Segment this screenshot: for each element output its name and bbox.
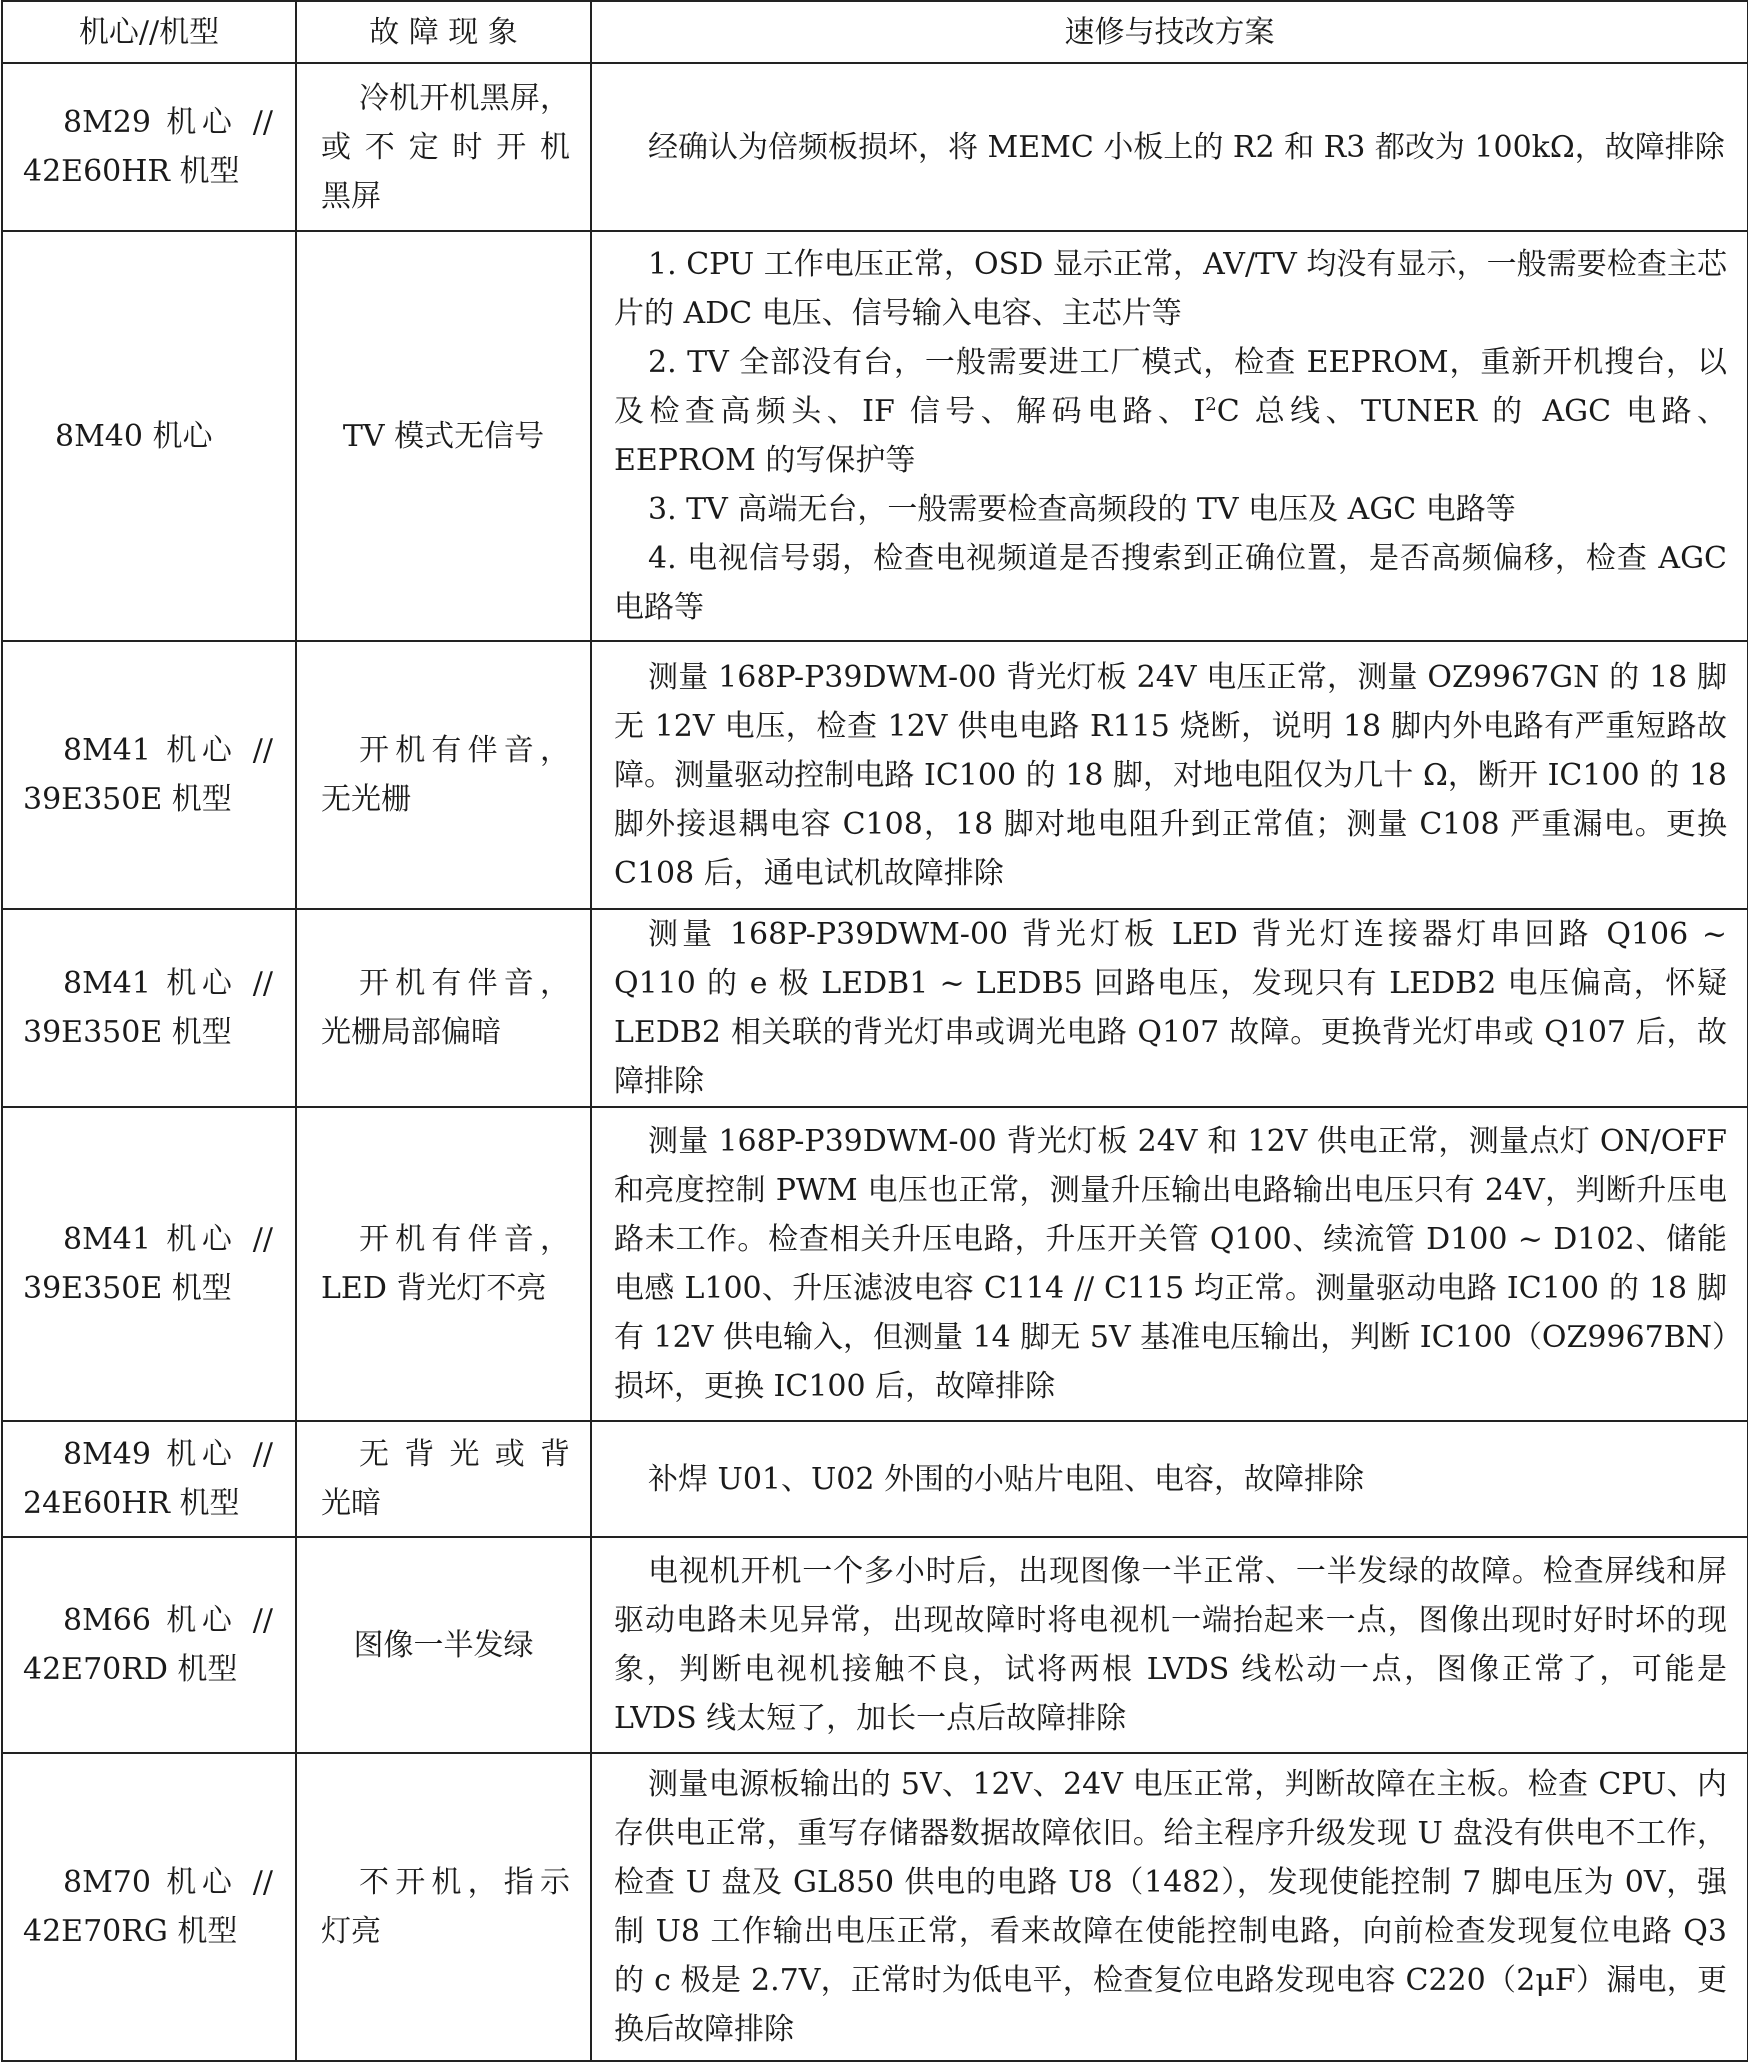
model-line-2: 24E60HR 机型 — [23, 1486, 240, 1521]
fault-line-1: 冷机开机黑屏， — [359, 80, 570, 116]
fault-line-2: 灯亮 — [321, 1914, 381, 1949]
model-line-2: 42E70RD 机型 — [23, 1652, 238, 1687]
fault-line-2: 光栅局部偏暗 — [321, 1015, 501, 1050]
model-cell — [2, 1107, 296, 1421]
fix-paragraph: 2. TV 全部没有台，一般需要进工厂模式，检查 EEPROM，重新开机搜台，以及检查高频头、IF 信号、解码电路、$I^2C$ 总线、TUNER 的 AGC 电路、EEPROM 的写保护等 — [614, 345, 1727, 478]
fault-cell — [296, 63, 591, 231]
fault-line-1: 开机有伴音， — [359, 733, 570, 768]
fault-line-1: 图像一半发绿 — [353, 1627, 534, 1663]
table-row — [2, 1753, 1748, 2061]
fix-cell — [591, 231, 1748, 641]
table-row — [2, 1107, 1748, 1421]
fault-line-2: LED 背光灯不亮 — [321, 1271, 547, 1306]
model-line-1: 8M40 机心 — [55, 418, 213, 454]
model-line-2: 39E350E 机型 — [23, 782, 232, 817]
fault-cell — [296, 909, 591, 1107]
header-fault: 故 障 现 象 — [296, 1, 591, 63]
fix-paragraph: 测量电源板输出的 5V、12V、24V 电压正常，判断故障在主板。检查 CPU、内存供电正常，重写存储器数据故障依旧。给主程序升级发现 U 盘没有供电不工作，检查 U 盘及 GL850 供电的电路 U8（1482），发现使能控制 7 脚电压为 0V，强制 U8 工作输出电压正常，看来故障在使能控制电路，向前检查发现复位电路 Q3 的 c 极是 2.7V，正常时为低电平，检查复位电路发现电容 C220（2μF）漏电，更换后故障排除 — [614, 1767, 1727, 2047]
fix-cell — [591, 63, 1748, 231]
header-model: 机心//机型 — [2, 1, 296, 63]
model-line-2: 39E350E 机型 — [23, 1271, 232, 1306]
model-line-2: 42E70RG 机型 — [23, 1914, 238, 1949]
fix-paragraph: 电视机开机一个多小时后，出现图像一半正常、一半发绿的故障。检查屏线和屏驱动电路未见异常，出现故障时将电视机一端抬起来一点，图像出现时好时坏的现象，判断电视机接触不良，试将两根 LVDS 线松动一点，图像正常了，可能是 LVDS 线太短了，加长一点后故障排除 — [614, 1554, 1727, 1736]
fix-paragraph: 1. CPU 工作电压正常，OSD 显示正常，AV/TV 均没有显示，一般需要检查主芯片的 ADC 电压、信号输入电容、主芯片等 — [614, 247, 1727, 331]
model-line-2: 42E60HR 机型 — [23, 154, 240, 189]
model-line-1: 8M41 机心 // — [63, 733, 273, 768]
fix-cell — [591, 641, 1748, 909]
fix-paragraph: 测量 168P-P39DWM-00 背光灯板 LED 背光灯连接器灯串回路 Q106 ~ Q110 的 e 极 LEDB1 ~ LEDB5 回路电压，发现只有 LEDB2 电压偏高，怀疑 LEDB2 相关联的背光灯串或调光电路 Q107 故障。更换背光灯串或 Q107 后，故障排除 — [614, 917, 1727, 1099]
fault-cell — [296, 231, 591, 641]
fix-paragraph: 4. 电视信号弱，检查电视频道是否搜索到正确位置，是否高频偏移，检查 AGC 电路等 — [614, 541, 1727, 625]
fix-paragraph: 经确认为倍频板损坏，将 MEMC 小板上的 R2 和 R3 都改为 100kΩ，故障排除 — [648, 129, 1725, 165]
fix-cell — [591, 1107, 1748, 1421]
fix-paragraph: 测量 168P-P39DWM-00 背光灯板 24V 电压正常，测量 OZ9967GN 的 18 脚无 12V 电压，检查 12V 供电电路 R115 烧断，说明 18 脚内外电路有严重短路故障。测量驱动控制电路 IC100 的 18 脚，对地电阻仅为几十 Ω，断开 IC100 的 18 脚外接退耦电容 C108，18 脚对地电阻升到正常值；测量 C108 严重漏电。更换 C108 后，通电试机故障排除 — [614, 659, 1727, 891]
fault-line-1: 开机有伴音， — [359, 966, 570, 1001]
table-row — [2, 231, 1748, 641]
model-line-1: 8M66 机心 // — [63, 1603, 273, 1638]
fault-line-1: 不开机，指示 — [359, 1865, 570, 1900]
table-row — [2, 909, 1748, 1107]
fault-line-2: 或不定时开机 — [321, 129, 570, 165]
fault-cell — [296, 1421, 591, 1537]
fault-line-1: 无背光或背 — [359, 1437, 570, 1472]
model-line-1: 8M41 机心 // — [63, 1222, 273, 1257]
fix-cell — [591, 909, 1748, 1107]
model-line-1: 8M29 机心 // — [63, 105, 273, 140]
table-row — [2, 1421, 1748, 1537]
model-cell — [2, 641, 296, 909]
model-line-1: 8M41 机心 // — [63, 966, 273, 1001]
fix-paragraph: 测量 168P-P39DWM-00 背光灯板 24V 和 12V 供电正常，测量点灯 ON/OFF 和亮度控制 PWM 电压也正常，测量升压输出电路输出电压只有 24V，判断升压电路未工作。检查相关升压电路，升压开关管 Q100、续流管 D100 ~ D102、储能电感 L100、升压滤波电容 C114 // C115 均正常。测量驱动电路 IC100 的 18 脚有 12V 供电输入，但测量 14 脚无 5V 基准电压输出，判断 IC100（OZ9967BN）损坏，更换 IC100 后，故障排除 — [614, 1124, 1727, 1404]
model-cell — [2, 1753, 296, 2061]
model-line-1: 8M70 机心 // — [63, 1865, 273, 1900]
model-line-2: 39E350E 机型 — [23, 1015, 232, 1050]
fault-line-2: 无光栅 — [321, 782, 411, 817]
fault-cell — [296, 1753, 591, 2061]
fault-cell — [296, 1537, 591, 1753]
model-cell — [2, 1421, 296, 1537]
header-fix: 速修与技改方案 — [591, 1, 1748, 63]
fault-line-3: 黑屏 — [321, 178, 381, 214]
table-header-row — [2, 1, 1748, 63]
model-cell — [2, 63, 296, 231]
fix-paragraph: 3. TV 高端无台，一般需要检查高频段的 TV 电压及 AGC 电路等 — [648, 492, 1516, 527]
fix-cell — [591, 1537, 1748, 1753]
fix-cell — [591, 1753, 1748, 2061]
fix-paragraph: 补焊 U01、U02 外围的小贴片电阻、电容，故障排除 — [648, 1461, 1364, 1497]
fault-line-1: TV 模式无信号 — [342, 418, 545, 454]
fault-cell — [296, 1107, 591, 1421]
fault-cell — [296, 641, 591, 909]
fault-repair-table — [1, 0, 1748, 2062]
table-row — [2, 1537, 1748, 1753]
model-cell — [2, 1537, 296, 1753]
model-cell — [2, 231, 296, 641]
model-line-1: 8M49 机心 // — [63, 1437, 273, 1472]
table-row — [2, 641, 1748, 909]
fix-cell — [591, 1421, 1748, 1537]
table-row — [2, 63, 1748, 231]
model-cell — [2, 909, 296, 1107]
fault-line-1: 开机有伴音， — [359, 1222, 570, 1257]
fault-line-2: 光暗 — [321, 1486, 381, 1521]
